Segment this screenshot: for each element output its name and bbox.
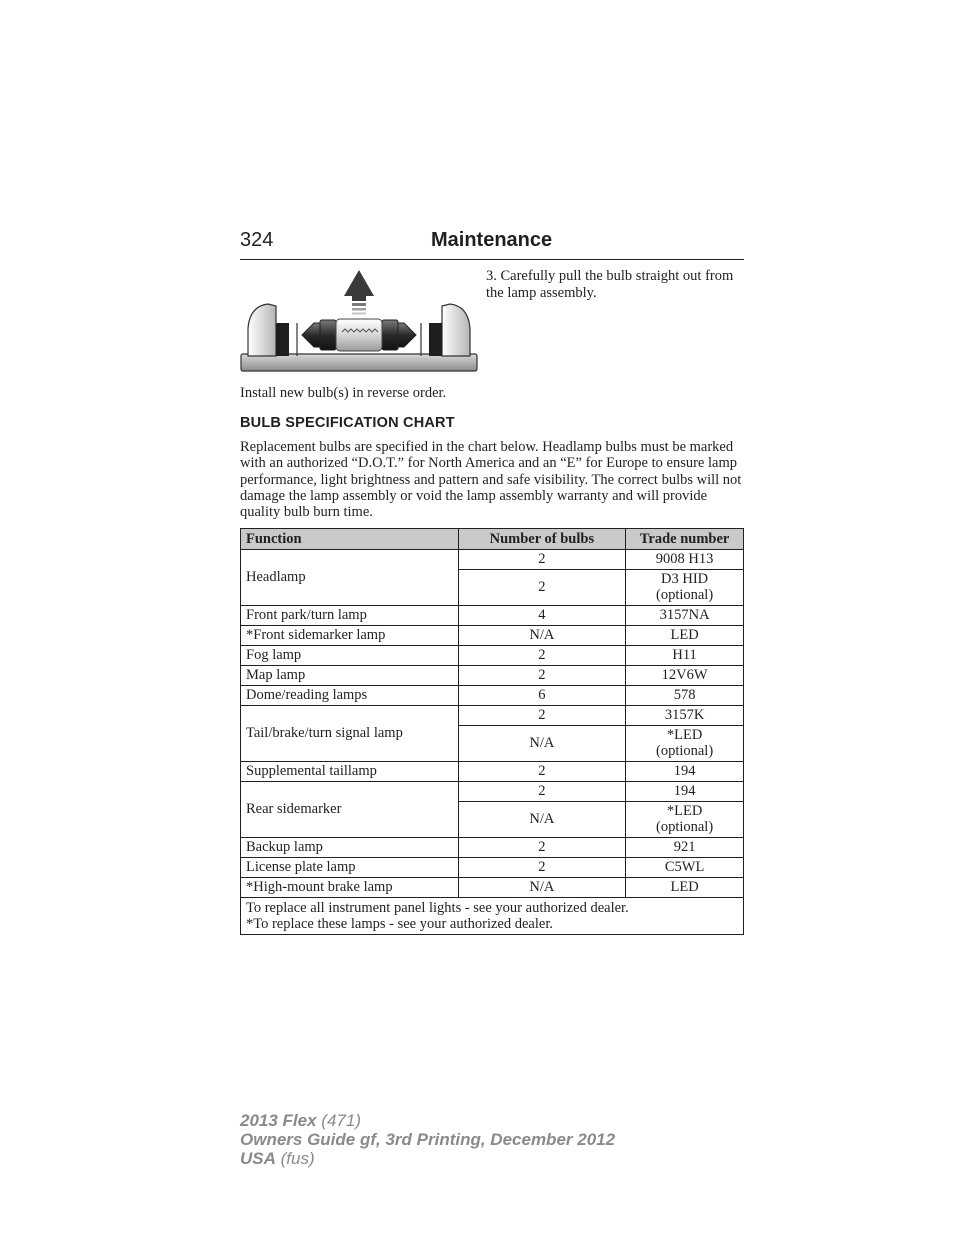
cell-trade: C5WL xyxy=(626,858,744,878)
table-note: *To replace these lamps - see your authorized dealer. xyxy=(246,916,553,932)
table-row xyxy=(241,626,744,646)
footer-model-line xyxy=(240,1111,615,1130)
cell-trade: 9008 H13 xyxy=(626,550,744,570)
cell-count: N/A xyxy=(458,626,626,646)
cell-function: Supplemental taillamp xyxy=(241,762,459,782)
table-notes xyxy=(241,898,744,935)
bulb-specification-table xyxy=(240,528,744,935)
cell-trade: 921 xyxy=(626,838,744,858)
cell-count: 2 xyxy=(458,706,626,726)
table-notes-row xyxy=(241,898,744,935)
cell-trade: H11 xyxy=(626,646,744,666)
cell-trade: 194 xyxy=(626,762,744,782)
footer-region-line xyxy=(240,1149,615,1168)
cell-count: N/A xyxy=(458,878,626,898)
table-row xyxy=(241,878,744,898)
table-row xyxy=(241,686,744,706)
table-row xyxy=(241,606,744,626)
footer-region-code: (fus) xyxy=(280,1149,315,1168)
table-row xyxy=(241,838,744,858)
cell-trade: 3157NA xyxy=(626,606,744,626)
cell-trade: LED xyxy=(626,626,744,646)
cell-count: 6 xyxy=(458,686,626,706)
cell-trade xyxy=(626,726,744,762)
cell-function: Dome/reading lamps xyxy=(241,686,459,706)
cell-trade: 12V6W xyxy=(626,666,744,686)
cell-trade xyxy=(626,802,744,838)
header-number-of-bulbs: Number of bulbs xyxy=(458,529,626,550)
cell-count: 4 xyxy=(458,606,626,626)
cell-function: Rear sidemarker xyxy=(241,782,459,838)
table-row xyxy=(241,666,744,686)
table-header-row xyxy=(241,529,744,550)
cell-function: Tail/brake/turn signal lamp xyxy=(241,706,459,762)
cell-trade xyxy=(626,570,744,606)
table-row xyxy=(241,550,744,570)
cell-count: 2 xyxy=(458,858,626,878)
step-3-instruction: 3. Carefully pull the bulb straight out from the lamp assembly. xyxy=(486,268,734,301)
bulb-removal-illustration xyxy=(240,268,478,374)
page-header xyxy=(240,229,744,260)
header-trade-number: Trade number xyxy=(626,529,744,550)
table-row xyxy=(241,646,744,666)
cell-trade-line: (optional) xyxy=(655,819,714,835)
cell-count: 2 xyxy=(458,570,626,606)
intro-paragraph: Replacement bulbs are specified in the chart below. Headlamp bulbs must be marked with an authorized “D.O.T.” for North America and an “E” for Europe to ensure lamp performance, light brightness and pattern and safe visibility. The correct bulbs will not damage the lamp assembly or void the lamp assembly warranty and will provide quality bulb burn time. xyxy=(240,439,742,521)
cell-count: N/A xyxy=(458,726,626,762)
cell-count: 2 xyxy=(458,646,626,666)
cell-trade: LED xyxy=(626,878,744,898)
cell-function: Map lamp xyxy=(241,666,459,686)
cell-function: Headlamp xyxy=(241,550,459,606)
footer-model-code: (471) xyxy=(321,1111,361,1130)
footer-guide: Owners Guide gf, 3rd Printing, December 2012 xyxy=(240,1130,616,1149)
page-number: 324 xyxy=(240,229,274,251)
section-title: Maintenance xyxy=(431,229,553,251)
cell-count: 2 xyxy=(458,782,626,802)
cell-function: Fog lamp xyxy=(241,646,459,666)
cell-count: N/A xyxy=(458,802,626,838)
footer-region: USA xyxy=(240,1149,276,1168)
table-note: To replace all instrument panel lights - see your authorized dealer. xyxy=(246,900,629,916)
cell-function: *Front sidemarker lamp xyxy=(241,626,459,646)
cell-trade: 194 xyxy=(626,782,744,802)
cell-trade: 3157K xyxy=(626,706,744,726)
cell-function: License plate lamp xyxy=(241,858,459,878)
table-row xyxy=(241,762,744,782)
cell-count: 2 xyxy=(458,666,626,686)
cell-count: 2 xyxy=(458,838,626,858)
cell-trade-line: D3 HID xyxy=(661,571,709,587)
cell-count: 2 xyxy=(458,550,626,570)
cell-trade-line: *LED xyxy=(666,727,703,743)
footer-model: 2013 Flex xyxy=(240,1111,317,1130)
table-row xyxy=(241,706,744,726)
cell-function: Front park/turn lamp xyxy=(241,606,459,626)
page-footer xyxy=(240,1111,615,1168)
chart-heading: BULB SPECIFICATION CHART xyxy=(240,415,455,431)
cell-count: 2 xyxy=(458,762,626,782)
cell-trade-line: *LED xyxy=(666,803,703,819)
cell-trade-line: (optional) xyxy=(655,743,714,759)
header-function: Function xyxy=(241,529,459,550)
table-row xyxy=(241,782,744,802)
bulb-removal-icon xyxy=(240,268,478,374)
install-instruction: Install new bulb(s) in reverse order. xyxy=(240,385,447,401)
cell-trade-line: (optional) xyxy=(655,587,714,603)
table-row xyxy=(241,858,744,878)
cell-function: Backup lamp xyxy=(241,838,459,858)
cell-trade: 578 xyxy=(626,686,744,706)
cell-function: *High-mount brake lamp xyxy=(241,878,459,898)
